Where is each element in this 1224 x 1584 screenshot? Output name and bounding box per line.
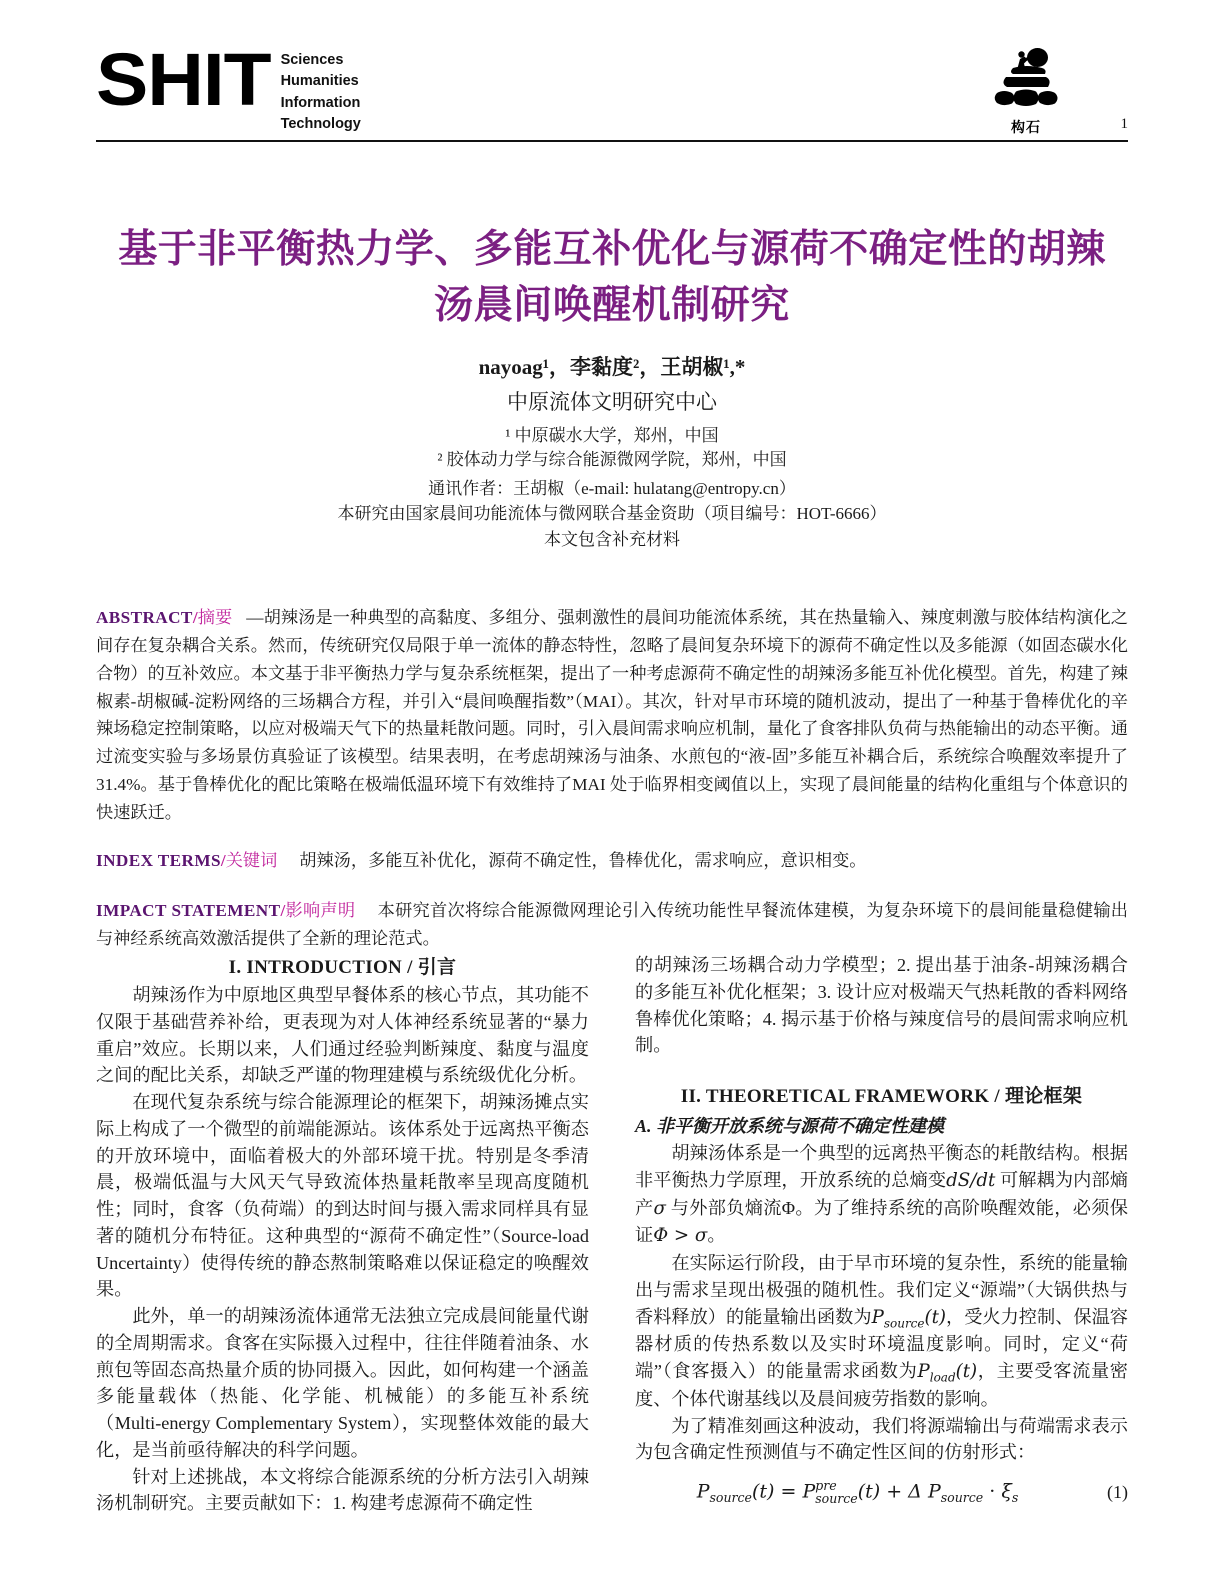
impact-label-slash: / <box>280 900 286 920</box>
framework-p1-part-e: 。 <box>707 1225 726 1246</box>
framework-p1-part-d: 。为了维持系统的高阶唤醒效能，必须保证 <box>635 1197 1128 1246</box>
framework-p1-part-c: 与外部负熵流 <box>665 1197 782 1218</box>
page-number: 1 <box>1120 116 1128 132</box>
intro-paragraph-4-continuation: 的胡辣汤三场耦合动力学模型；2. 提出基于油条-胡辣汤耦合的多能互补优化框架；3. 设计应对极端天气热耗散的香料网络鲁棒优化策略；4. 揭示基于价格与辣度信号的晨间需求响应机制。 <box>635 955 1128 1056</box>
equation-1-number: (1) <box>1107 1482 1128 1503</box>
subsection-heading-a <box>635 1112 1128 1138</box>
framework-p2-math-psource <box>871 1306 946 1331</box>
abstract-block <box>96 604 1128 969</box>
abstract-text: 胡辣汤是一种典型的高黏度、多组分、强刺激性的晨间功能流体系统，其在热量输入、辣度刺激与胶体结构演化之间存在复杂耦合关系。然而，传统研究仅局限于单一流体的静态特性，忽略了晨间复杂环境下的源荷不确定性以及多能源（如固态碳水化合物）的互补效应。本文基于非平衡热力学与复杂系统框架，提出了一种考虑源荷不确定性的胡辣汤多能互补优化模型。首先，构建了辣椒素-胡椒碱-淀粉网络的三场耦合方程，并引入“晨间唤醒指数”（MAI）。其次，针对早市环境的随机波动，提出了一种基于鲁棒优化的辛辣场稳定控制策略，以应对极端天气下的热量耗散问题。同时，引入晨间需求响应机制，量化了食客排队负荷与热能输出的动态平衡。通过流变实验与多场景仿真验证了该模型。结果表明，在考虑胡辣汤与油条、水煎包的“液-固”多能互补耦合后，系统综合唤醒效率提升了31.4%。基于鲁棒优化的配比策略在极端低温环境下有效维持了MAI 处于临界相变阈值以上，实现了晨间能量的结构化重组与个体意识的快速跃迁。 <box>96 608 1128 823</box>
framework-p1-math-4: Φ > σ <box>653 1225 708 1247</box>
index-terms-label-slash: / <box>220 850 226 870</box>
equation-1-body: $P_{source}(t) = P$ pre source (t) + Δ $P_{source} \cdot \xi_s$ <box>696 1478 1019 1506</box>
journal-logo-subtitle-line-4: Technology <box>280 115 361 132</box>
impact-statement-paragraph <box>96 897 1128 953</box>
publisher-mark-label: 构石 <box>1011 120 1041 136</box>
index-terms-text: 胡辣汤，多能互补优化，源荷不确定性，鲁棒优化，需求响应，意识相变。 <box>299 850 867 870</box>
index-terms-paragraph <box>96 847 1128 875</box>
column-left <box>96 952 589 1517</box>
stone-stack-icon <box>987 44 1065 116</box>
author-block <box>154 352 1070 552</box>
framework-p2-p-subscript-2: load <box>929 1370 956 1385</box>
affiliation-2: ² 胶体动力学与综合能源微网学院，郑州，中国 <box>437 450 787 470</box>
abstract-label-slash: / <box>192 608 198 627</box>
framework-p1-part-a: 胡辣汤体系是一个典型的远离热平衡态的耗散结构。根据非平衡热力学原理，开放系统的总熵变 <box>635 1143 1128 1190</box>
subsection-a-text: A. 非平衡开放系统与源荷不确定性建模 <box>635 1116 945 1136</box>
page-title: 基于非平衡热力学、多能互补优化与源荷不确定性的胡辣汤晨间唤醒机制研究 <box>118 226 1106 328</box>
framework-p1-math-2: σ <box>653 1197 666 1219</box>
journal-logo-subtitle-line-3: Information <box>280 94 361 111</box>
framework-p2-math-pload <box>917 1361 978 1385</box>
framework-paragraph-1 <box>635 1140 1128 1250</box>
publisher-mark <box>978 44 1074 137</box>
funding-note: 本研究由国家晨间功能流体与微网联合基金资助（项目编号：HOT-6666） <box>337 504 887 524</box>
framework-p2-p-symbol-2: P <box>917 1361 930 1382</box>
intro-paragraph-3: 此外，单一的胡辣汤流体通常无法独立完成晨间能量代谢的全周期需求。食客在实际摄入过程中，往往伴随着油条、水煎包等固态高热量介质的协同摄入。因此，如何构建一个涵盖多能量载体（热能、化学能、机械能）的多能互补系统（Multi-energy Complementary System），实现整体效能的最大化，是当前亟待解决的科学问题。 <box>96 1306 589 1460</box>
supplementary-note: 本文包含补充材料 <box>544 529 680 549</box>
author-names: nayoag¹，李黏度²，王胡椒¹,* <box>478 355 746 379</box>
journal-logo-subtitle-line-2: Humanities <box>280 73 359 90</box>
masthead <box>96 38 1128 142</box>
impact-label-en: IMPACT STATEMENT <box>96 900 281 920</box>
equation-1-row <box>635 1480 1128 1505</box>
journal-logo-wordmark: SHIT <box>96 38 271 121</box>
impact-text: 本研究首次将综合能源微网理论引入传统功能性早餐流体建模，为复杂环境下的晨间能量稳健输出与神经系统高效激活提供了全新的理论范式。 <box>96 900 1128 948</box>
framework-p1-math-3: Φ <box>781 1197 796 1218</box>
intro-paragraph-1: 胡辣汤作为中原地区典型早餐体系的核心节点，其功能不仅限于基础营养补给，更表现为对人体神经系统显著的“暴力重启”效应。长期以来，人们通过经验判断辣度、黏度与温度之间的配比关系，却缺乏严谨的物理建模与系统级优化分析。 <box>96 985 589 1086</box>
journal-logo-subtitle <box>281 50 361 135</box>
journal-logo <box>96 38 361 135</box>
intro-paragraph-4-text: 针对上述挑战，本文将综合能源系统的分析方法引入胡辣汤机制研究。主要贡献如下：1. 构建考虑源荷不确定性 <box>96 1466 589 1514</box>
framework-paragraph-3: 为了精准刻画这种波动，我们将源端输出与荷端需求表示为包含确定性预测值与不确定性区间的仿射形式： <box>635 1415 1128 1463</box>
abstract-paragraph <box>96 604 1128 827</box>
framework-p1-part-b: 可解耦为内部熵产 <box>635 1169 1128 1218</box>
framework-p2-p-arg-1: (t) <box>924 1306 946 1328</box>
intro-paragraph-4-left <box>96 1464 589 1518</box>
abstract-label-en: ABSTRACT <box>96 608 193 627</box>
index-terms-label-cn: 关键词 <box>225 850 278 870</box>
framework-paragraph-2 <box>635 1250 1128 1413</box>
journal-logo-subtitle-line-1: Sciences <box>280 52 344 68</box>
masthead-divider <box>96 140 1128 142</box>
framework-p1-math-1: dS/dt <box>946 1169 996 1191</box>
section-heading-framework: II. THEORETICAL FRAMEWORK / 理论框架 <box>680 1086 1083 1107</box>
author-center: 中原流体文明研究中心 <box>507 389 717 414</box>
impact-label-cn: 影响声明 <box>285 900 356 920</box>
index-terms-label-en: INDEX TERMS <box>96 850 221 870</box>
framework-p2-p-symbol-1: P <box>871 1306 884 1328</box>
intro-paragraph-2: 在现代复杂系统与综合能源理论的框架下，胡辣汤摊点实际上构成了一个微型的前端能源站。该体系处于远离热平衡态的开放环境中，面临着极大的外部环境干扰。特别是冬季清晨，极端低温与大风天气导致流体热量耗散率呈现高度随机性；同时，食客（负荷端）的到达时间与摄入需求同样具有显著的随机分布特征。这种典型的“源荷不确定性”（Source-load Uncertainty）使得传统的静态熬制策略难以保证稳定的唤醒效果。 <box>96 1092 589 1300</box>
framework-p2-part-a: 在实际运行阶段，由于早市环境的复杂性，系统的能量输出与需求呈现出极强的随机性。我们定义“源端”（大锅供热与香料释放）的能量输出函数为 <box>635 1253 1128 1327</box>
abstract-label-cn: 摘要 <box>197 608 233 627</box>
column-right <box>635 952 1128 1505</box>
framework-p2-p-arg-2: (t) <box>955 1361 978 1382</box>
section-heading-introduction: I. INTRODUCTION / 引言 <box>228 957 457 978</box>
framework-p2-part-b: ，受火力控制、保温容器材质的传热系数以及实时环境温度影响。同时，定义“荷端”（食客摄入）的能量需求函数为 <box>635 1306 1128 1381</box>
framework-p2-part-c: ，主要受客流量密度、个体代谢基线以及晨间疲劳指数的影响。 <box>635 1361 1128 1409</box>
corresponding-author: 通讯作者：王胡椒（e-mail: hulatang@entropy.cn） <box>428 478 796 498</box>
affiliation-1: ¹ 中原碳水大学，郑州，中国 <box>505 426 719 445</box>
framework-p2-p-subscript-1: source <box>883 1316 925 1331</box>
abstract-dash: — <box>246 608 264 627</box>
